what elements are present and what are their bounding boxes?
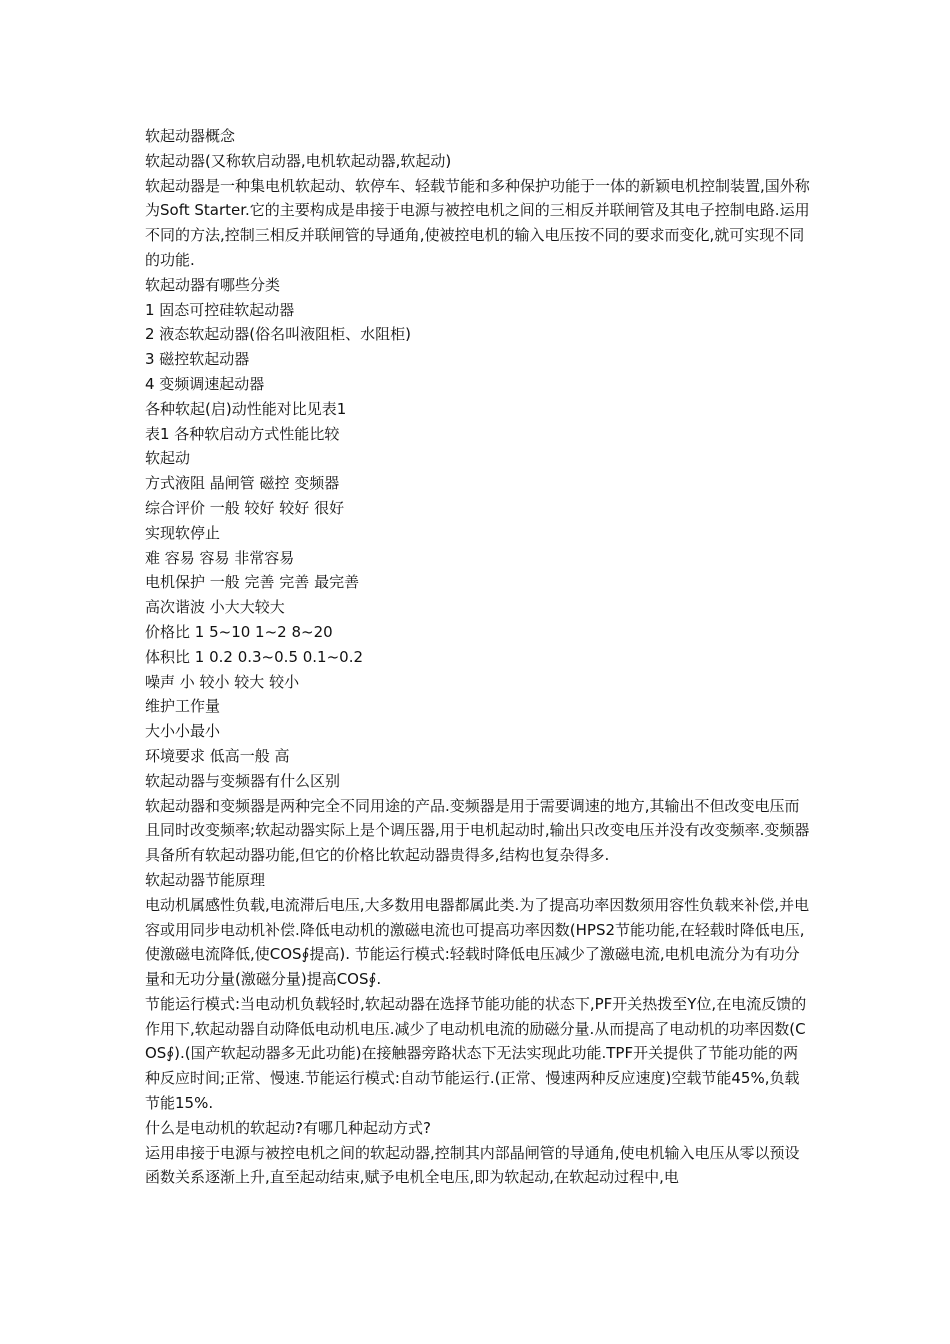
table-row: 实现软停止 bbox=[145, 523, 221, 542]
heading-concept: 软起动器概念 bbox=[145, 127, 236, 145]
table-row: 环境要求 低高一般 高 bbox=[145, 746, 290, 765]
paragraph-energy-mode: 节能运行模式:当电动机负载轻时,软起动器在选择节能功能的状态下,PF开关热拨至Y位,在电流反馈的作用下,软起动器自动降低电动机电压.减少了电动机电流的励磁分量.从而提高了电动机的功率因数(COS∮).(国产软起动器多无此功能)在接触器旁路状态下无法实现此功能.TPF开关提供了节能功能的两种反应时间;正常、慢速.节能运行模式:自动节能运行.(正常、慢速两种反应速度)空载节能45%,负载节能15%. bbox=[145, 994, 807, 1113]
heading-soft-start-question: 什么是电动机的软起动?有哪几种起动方式? bbox=[145, 1118, 431, 1137]
paragraph-soft-start: 运用串接于电源与被控电机之间的软起动器,控制其内部晶闸管的导通角,使电机输入电压从零以预设函数关系逐渐上升,直至起动结束,赋予电机全电压,即为软起动,在软起动过程中,电 bbox=[145, 1143, 800, 1187]
paragraph-difference: 软起动器和变频器是两种完全不同用途的产品.变频器是用于需要调速的地方,其输出不但改变电压而且同时改变频率;软起动器实际上是个调压器,用于电机起动时,输出只改变电压并没有改变频率.变频器具备所有软起动器功能,但它的价格比软起动器贵得多,结构也复杂得多. bbox=[145, 796, 810, 865]
document-page bbox=[145, 124, 810, 1190]
table-row: 方式液阻 晶闸管 磁控 变频器 bbox=[145, 474, 340, 493]
table-row: 价格比 1 5~10 1~2 8~20 bbox=[145, 622, 333, 641]
table-row: 高次谐波 小大大较大 bbox=[145, 598, 285, 617]
table-row: 软起动 bbox=[145, 449, 191, 468]
list-item: 1 固态可控硅软起动器 bbox=[145, 300, 295, 319]
text-alias: 软起动器(又称软启动器,电机软起动器,软起动) bbox=[145, 151, 452, 170]
heading-difference: 软起动器与变频器有什么区别 bbox=[145, 771, 341, 790]
list-item: 2 液态软起动器(俗名叫液阻柜、水阻柜) bbox=[145, 325, 412, 344]
paragraph-energy-principle: 电动机属感性负载,电流滞后电压,大多数用电器都属此类.为了提高功率因数须用容性负载来补偿,并电容或用同步电动机补偿.降低电动机的激磁电流也可提高功率因数(HPS2节能功能,在轻载时降低电压,使激磁电流降低,使COS∮提高). 节能运行模式:轻载时降低电压减少了激磁电流,电机电流分为有功分量和无功分量(激磁分量)提高COS∮. bbox=[145, 895, 810, 989]
text-table-ref: 各种软起(启)动性能对比见表1 bbox=[145, 399, 347, 418]
table-row: 大小小最小 bbox=[145, 722, 221, 741]
heading-categories: 软起动器有哪些分类 bbox=[145, 275, 281, 294]
table-row: 难 容易 容易 非常容易 bbox=[145, 548, 295, 567]
list-item: 3 磁控软起动器 bbox=[145, 350, 250, 369]
list-item: 4 变频调速起动器 bbox=[145, 374, 265, 393]
table-row: 维护工作量 bbox=[145, 697, 221, 716]
table-row: 体积比 1 0.2 0.3~0.5 0.1~0.2 bbox=[145, 647, 364, 666]
heading-energy-saving: 软起动器节能原理 bbox=[145, 870, 266, 889]
table-row: 综合评价 一般 较好 较好 很好 bbox=[145, 498, 345, 517]
table-caption: 表1 各种软启动方式性能比较 bbox=[145, 424, 340, 443]
table-row: 电机保护 一般 完善 完善 最完善 bbox=[145, 573, 360, 592]
paragraph-definition: 软起动器是一种集电机软起动、软停车、轻载节能和多种保护功能于一体的新颖电机控制装置,国外称为Soft Starter.它的主要构成是串接于电源与被控电机之间的三相反并联闸管及其电子控制电路.运用不同的方法,控制三相反并联闸管的导通角,使被控电机的输入电压按不同的要求而变化,就可实现不同的功能. bbox=[145, 176, 810, 269]
table-row: 噪声 小 较小 较大 较小 bbox=[145, 672, 300, 691]
